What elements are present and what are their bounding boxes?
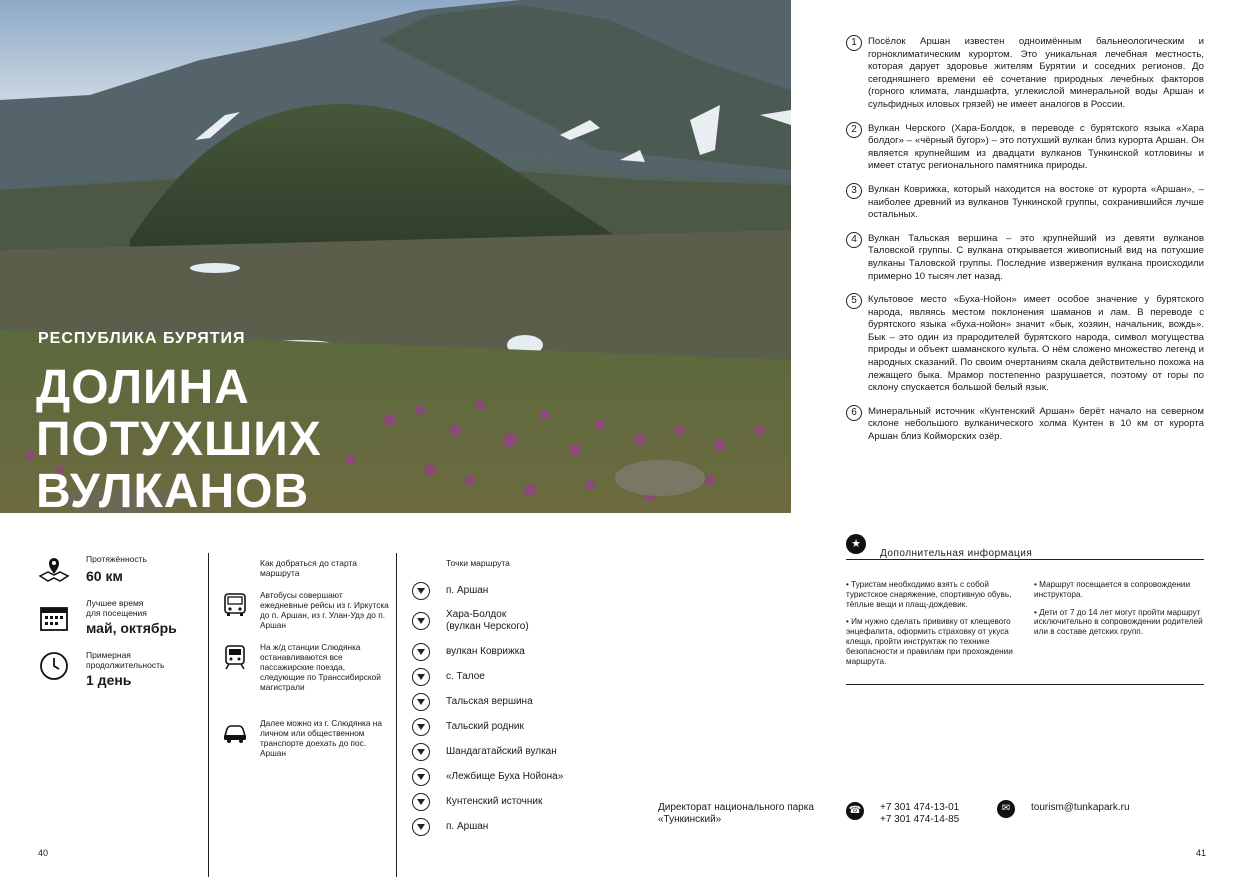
clock-icon — [38, 650, 70, 682]
transport-text: На ж/д станции Слюдянка останавливаются все пассажирские поезда, следующие по Транссибирской магистрали — [260, 642, 381, 692]
point-text: Вулкан Коврижка, который находится на востоке от курорта «Аршан», – наиболее древний из вулканов Тункинской группы, сохранившийся лучше остальных. — [868, 183, 1204, 221]
info-item: • Туристам необходимо взять с собой туристское снаряжение, спортивную обувь, тёплые вещи и плащ-дождевик. — [846, 580, 1012, 609]
car-icon — [222, 720, 248, 746]
transport-heading: Как добраться до старта маршрута — [260, 558, 358, 578]
route-item: «Лежбище Буха Нойона» — [412, 764, 642, 789]
transport-train — [222, 642, 392, 712]
phone-icon: ☎ — [846, 802, 864, 820]
route-pin-icon — [412, 793, 430, 811]
route-heading: Точки маршрута — [446, 558, 510, 568]
title-line-1: ДОЛИНА — [36, 361, 250, 414]
additional-info — [846, 534, 1204, 685]
route-item: Шандагатайский вулкан — [412, 739, 642, 764]
point-text: Культовое место «Буха-Нойон» имеет особое значение у бурятского народа, являясь местом поклонения шаманов и лам. В переводе с бурятского языка «буха-нойон» значит «бык, хозяин, начальник, вождь». Бык – это один из прародителей бурятского народа, символ могущества природы и объект шаманского культа. О нём сложено множество легенд и народных сказаний. По своим очертаниям скала действительно похожа на лежащего быка. Мрамор постепенно разрушается, поэтому от горы по склону спускается большой белый язык. — [868, 294, 1204, 394]
point-text: Посёлок Аршан известен одноимённым бальнеологическим и горноклиматическим курортом. Это уникальная лечебная местность, которая дарует здоровье жителям Бурятии и соседних регионов. До сегодняшнего времени её сочетание природных лечебных факторов (горного климата, ландшафта, углекислой минеральной воды Аршан и сульфидных иловых грязей) не имеет аналогов в России. — [868, 36, 1204, 110]
route-item: п. Аршан — [412, 578, 642, 603]
page-number-left: 40 — [38, 848, 49, 858]
bus-icon — [222, 592, 248, 618]
route-item: Тальская вершина — [412, 689, 642, 714]
route-pin-icon — [412, 612, 430, 630]
how-to-get — [222, 558, 392, 770]
hero-photo — [0, 0, 791, 513]
info-body — [846, 560, 1204, 685]
route-item: Кунтенский источник — [412, 789, 642, 814]
route-pin-icon — [412, 693, 430, 711]
info-item: • Дети от 7 до 14 лет могут пройти маршрут исключительно в сопровождении родителей или в составе детских групп. — [1034, 607, 1203, 637]
stat-duration — [38, 650, 208, 696]
point-4 — [846, 233, 1204, 283]
phone-number[interactable]: +7 301 474-13-01 — [880, 802, 960, 813]
route-item: п. Аршан — [412, 814, 642, 839]
stat-label: Лучшее время для посещения — [86, 598, 147, 618]
star-icon: ★ — [846, 534, 866, 554]
stat-value: май, октябрь — [86, 620, 177, 636]
route-pin-icon — [412, 668, 430, 686]
point-number: 2 — [846, 122, 862, 138]
map-pin-icon — [38, 554, 70, 586]
train-icon — [222, 644, 248, 670]
point-number: 3 — [846, 183, 862, 199]
route-item: Хара-Болдок (вулкан Черского) — [412, 603, 642, 639]
point-number: 1 — [846, 35, 862, 51]
page-title — [36, 362, 416, 513]
phone-numbers — [880, 802, 959, 826]
point-1 — [846, 36, 1204, 112]
email-link[interactable]: tourism@tunkapark.ru — [1031, 802, 1130, 813]
region-label: РЕСПУБЛИКА БУРЯТИЯ — [38, 330, 246, 347]
phone-number[interactable]: +7 301 474-14-85 — [880, 814, 960, 825]
route-points — [412, 558, 642, 839]
stat-label: Примерная продолжительность — [86, 650, 165, 670]
title-line-3: ВУЛКАНОВ — [36, 465, 310, 513]
directorate-name: Директорат национального парка «Тункинский» — [658, 802, 814, 825]
route-pin-icon — [412, 582, 430, 600]
stat-label: Протяжённость — [86, 554, 147, 564]
point-2 — [846, 123, 1204, 173]
transport-text: Автобусы совершают ежедневные рейсы из г. Иркутска до п. Аршан, из г. Улан-Удэ до п. Аршан — [260, 590, 389, 630]
info-item: • Им нужно сделать прививку от клещевого энцефалита, оформить страховку от укуса клеща, пройти инструктаж по технике безопасности и правилам при прохождении маршрута. — [846, 617, 1013, 666]
route-pin-icon — [412, 818, 430, 836]
route-item: вулкан Коврижка — [412, 639, 642, 664]
point-5 — [846, 294, 1204, 395]
point-number: 5 — [846, 293, 862, 309]
column-divider — [208, 553, 209, 877]
route-stats — [38, 554, 208, 696]
route-item: с. Талое — [412, 664, 642, 689]
point-number: 4 — [846, 232, 862, 248]
title-line-2: ПОТУХШИХ — [36, 413, 322, 466]
info-column-left — [846, 580, 1016, 684]
transport-text: Далее можно из г. Слюдянка на личном или общественном транспорте доехать до пос. Аршан — [260, 718, 382, 758]
page-number-right: 41 — [1196, 848, 1207, 858]
info-item: • Маршрут посещается в сопровождении инструктора. — [1034, 580, 1191, 599]
stat-value: 1 день — [86, 672, 132, 688]
point-3 — [846, 184, 1204, 222]
route-pin-icon — [412, 743, 430, 761]
point-text: Минеральный источник «Кунтенский Аршан» берёт начало на северном склоне небольшого вулканического холма Кунтен в 10 км от курорта Аршан близ Койморских озёр. — [868, 405, 1204, 443]
transport-bus — [222, 590, 392, 636]
point-text: Вулкан Черского (Хара-Болдок, в переводе с бурятского языка «Хара болдог» – «чёрный бугор») – это потухший вулкан близ курорта Аршан. Он является крупнейшим из двадцати вулканов Тункинской котловины и имеет статус регионального памятника природы. — [868, 122, 1204, 172]
stat-length — [38, 554, 208, 598]
info-heading-row — [846, 534, 1204, 560]
point-number: 6 — [846, 405, 862, 421]
point-text: Вулкан Тальская вершина – это крупнейший из девяти вулканов Таловской группы. С вулкана открывается живописный вид на потухшие вулканы Таловской группы. Последние извержения вулкана происходили примерно 10 тысяч лет назад. — [868, 232, 1204, 282]
route-pin-icon — [412, 718, 430, 736]
route-pin-icon — [412, 643, 430, 661]
transport-car — [222, 718, 392, 764]
calendar-icon — [38, 602, 70, 634]
numbered-descriptions — [846, 36, 1204, 455]
info-column-right — [1034, 580, 1204, 684]
stat-value: 60 км — [86, 568, 123, 584]
stat-best-time — [38, 598, 208, 650]
column-divider — [396, 553, 397, 877]
route-item: Тальский родник — [412, 714, 642, 739]
info-heading: Дополнительная информация — [880, 548, 1033, 559]
route-pin-icon — [412, 768, 430, 786]
point-6 — [846, 406, 1204, 444]
mail-icon: ✉ — [997, 800, 1015, 818]
